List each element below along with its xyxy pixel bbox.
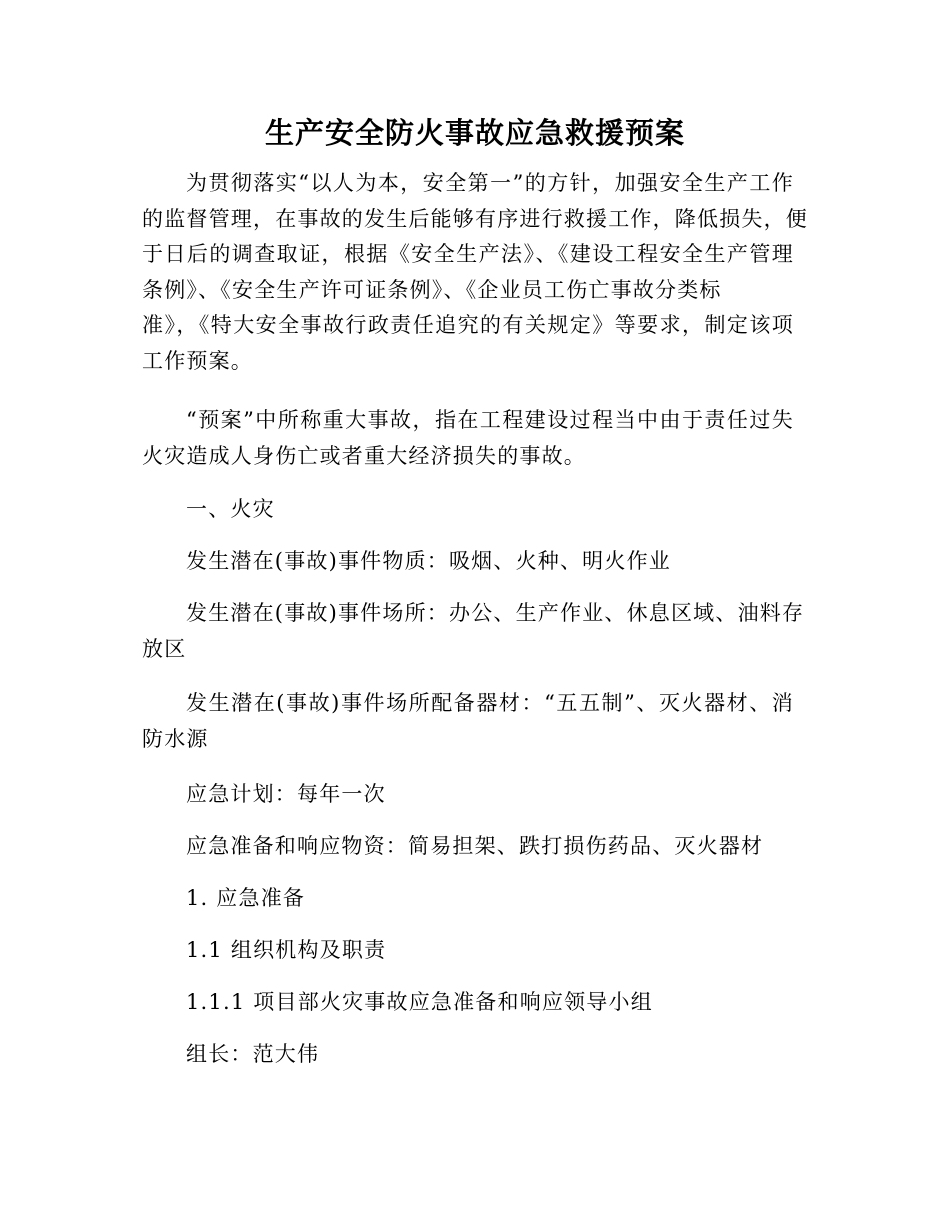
heading-1: 1. 应急准备 <box>186 886 306 910</box>
heading-1-1: 1.1 组织机构及职责 <box>186 938 387 962</box>
heading-1-1-1: 1.1.1 项目部火灾事故应急准备和响应领导小组 <box>186 990 653 1014</box>
hazard-equipment-paragraph <box>142 686 794 757</box>
paragraph-line: 条例》、《安全生产许可证条例》、《企业员工伤亡事故分类标 <box>142 277 722 302</box>
paragraph-line: 的监督管理，在事故的发生后能够有序进行救援工作，降低损失，便 <box>142 206 808 231</box>
emergency-plan-line: 应急计划：每年一次 <box>186 782 386 806</box>
team-leader-line: 组长：范大伟 <box>186 1042 320 1066</box>
paragraph-line: 于日后的调查取证，根据《安全生产法》、《建设工程安全生产管理 <box>142 242 794 266</box>
hazard-location-paragraph <box>142 596 805 667</box>
paragraph-line: 火灾造成人身伤亡或者重大经济损失的事故。 <box>142 443 586 468</box>
paragraph-line: 准》，《特大安全事故行政责任追究的有关规定》等要求，制定该项 <box>142 313 794 337</box>
paragraph-line: 为贯彻落实“以人为本，安全第一”的方针，加强安全生产工作 <box>186 171 794 195</box>
section-heading-fire: 一、火灾 <box>186 497 275 521</box>
paragraph-line: 发生潜在(事故)事件场所配备器材：“五五制”、灭火器材、消 <box>186 691 794 715</box>
document-title: 生产安全防火事故应急救援预案 <box>264 116 685 150</box>
paragraph-line: 发生潜在(事故)事件场所：办公、生产作业、休息区域、油料存 <box>186 601 805 625</box>
hazard-material-line: 发生潜在(事故)事件物质：吸烟、火种、明火作业 <box>186 549 671 573</box>
paragraph-line: 工作预案。 <box>142 348 253 373</box>
emergency-supplies-line: 应急准备和响应物资：简易担架、跌打损伤药品、灭火器材 <box>186 834 764 858</box>
paragraph-line: “预案”中所称重大事故，指在工程建设过程当中由于责任过失 <box>186 408 794 432</box>
paragraph-line: 防水源 <box>142 726 209 751</box>
paragraph-line: 放区 <box>142 636 187 661</box>
intro-paragraph <box>142 166 808 379</box>
definition-paragraph <box>142 403 794 474</box>
